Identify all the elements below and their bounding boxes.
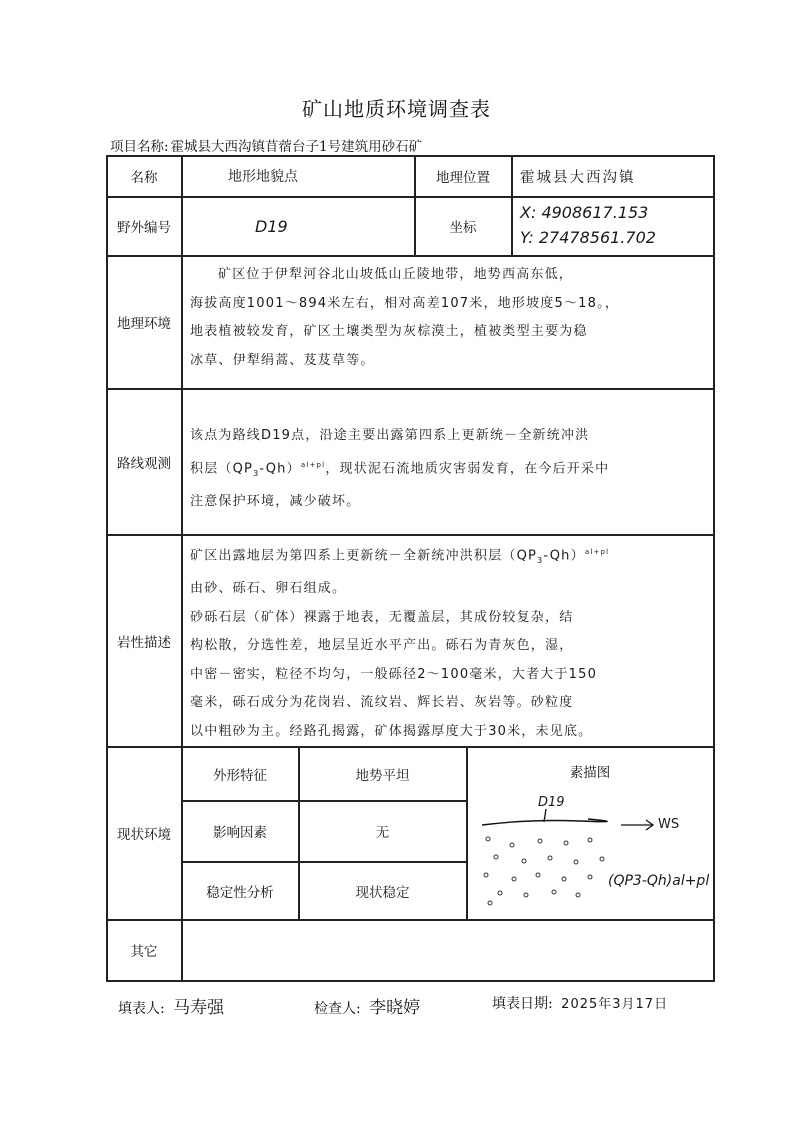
field-no-label: 野外编号 — [117, 220, 171, 236]
shape-value: 地势平坦 — [355, 767, 410, 784]
route-line: 积层$(QP_3-Qh)^{al+pl}$，现状泥石流地质灾害弱发育，在今后开采中 — [190, 460, 610, 478]
other-label: 其它 — [130, 944, 158, 960]
route-label: 路线观测 — [117, 455, 171, 472]
lithology-line: 构松散，分选性差，地层呈近水平产出。砾石为青灰色，湿， — [190, 638, 574, 654]
filler-label: 填表人: — [118, 1001, 165, 1017]
route-line: 该点为路线D19点，沿途主要出露第四系上更新统－全新统冲洪 — [190, 428, 590, 443]
geo-env-line: 冰草、伊犁绢蒿、芨芨草等。 — [190, 352, 375, 368]
shape-label: 外形特征 — [213, 767, 267, 784]
project-value: 霍城县大西沟镇苜蓿台子1号建筑用砂石矿 — [170, 139, 423, 155]
date-label: 填表日期: — [492, 996, 553, 1012]
name-label: 名称 — [130, 170, 158, 186]
sketch-drawing — [470, 795, 712, 917]
location-label: 地理位置 — [436, 170, 490, 186]
stability-value: 现状稳定 — [355, 884, 410, 901]
geo-env-line: 矿区位于伊犁河谷北山坡低山丘陵地带，地势西高东低， — [218, 267, 574, 282]
lithology-line: 毫米，砾石成分为花岗岩、流纹岩、辉长岩、灰岩等。砂粒度 — [190, 695, 574, 711]
route-line: 注意保护环境，减少破坏。 — [190, 493, 361, 509]
geo-env-text — [190, 261, 708, 375]
sketch-label: 素描图 — [569, 765, 611, 781]
geo-env-label: 地理环境 — [117, 316, 171, 332]
lithology-line: 中密－密实，粒径不均匀，一般砾径2～100毫米，大者大于150 — [190, 666, 598, 682]
coord-label: 坐标 — [449, 220, 477, 236]
filler — [118, 993, 224, 1018]
geo-env-line: 海拔高度1001～894米左右，相对高差107米，地形坡度5～18。， — [190, 295, 620, 311]
route-text — [190, 422, 708, 516]
date-value: 2025年3月17日 — [561, 997, 669, 1012]
factor-label: 影响因素 — [213, 825, 267, 841]
checker-label: 检查人: — [314, 1001, 361, 1017]
lithology-text — [190, 538, 708, 746]
status-label: 现状环境 — [117, 827, 171, 843]
lithology-label: 岩性描述 — [117, 634, 171, 651]
date — [492, 993, 668, 1013]
other-value — [182, 920, 713, 980]
location-value: 霍城县大西沟镇 — [520, 169, 636, 186]
coord-y: Y: 27478561.702 — [520, 228, 656, 247]
stability-label: 稳定性分析 — [206, 884, 274, 901]
page-title: 矿山地质环境调查表 — [302, 97, 491, 121]
sketch-direction: WS — [658, 817, 680, 832]
checker — [314, 993, 420, 1018]
geo-env-line: 地表植被较发育，矿区土壤类型为灰棕漠土，植被类型主要为稳 — [190, 324, 588, 339]
lithology-line: 以中粗砂为主。经路孔揭露，矿体揭露厚度大于30米，未见底。 — [190, 723, 593, 739]
coord-x: X: 4908617.153 — [520, 203, 649, 222]
sketch-point: D19 — [538, 795, 565, 810]
name-value: 地形地貌点 — [228, 169, 298, 185]
project-label: 项目名称: — [110, 139, 169, 155]
field-no-value: D19 — [255, 216, 288, 236]
checker-value: 李晓婷 — [369, 998, 421, 1018]
filler-value: 马寿强 — [173, 998, 225, 1018]
lithology-line: 矿区出露地层为第四系上更新统－全新统冲洪积层$(QP_3-Qh)^{al+pl}$ — [190, 548, 610, 565]
lithology-line: 砂砾石层（矿体）裸露于地表，无覆盖层，其成份较复杂，结 — [190, 609, 574, 625]
factor-value: 无 — [375, 825, 390, 841]
sketch-layer: (QP3-Qh)al+pl — [608, 873, 710, 889]
project-name — [110, 135, 422, 155]
lithology-line: 由砂、砾石、卵石组成。 — [190, 581, 347, 597]
